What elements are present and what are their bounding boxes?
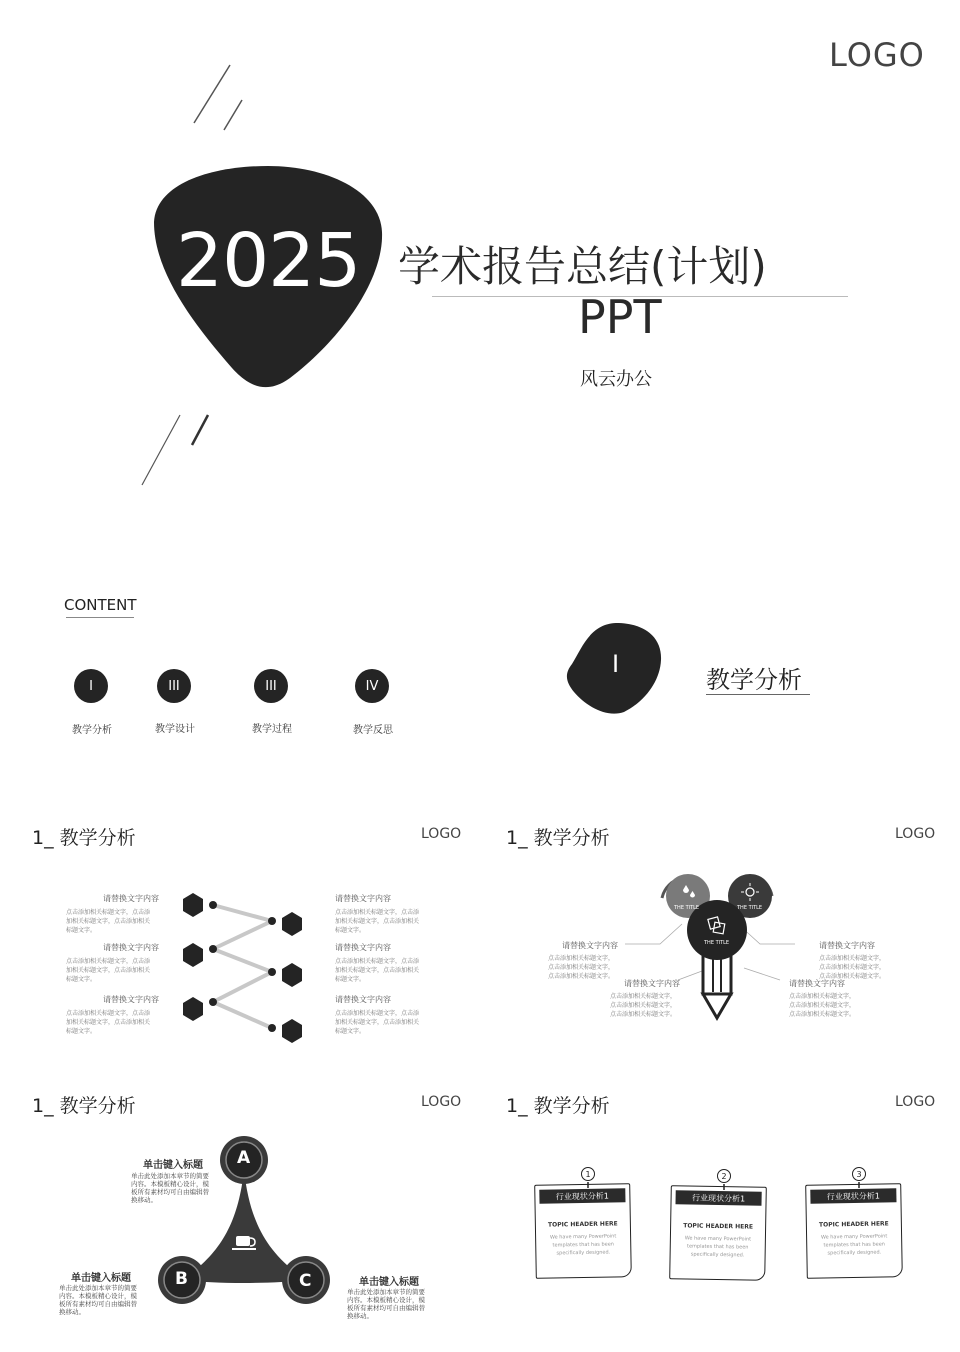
slide2-body-3: 点击添加相关标题文字，点击添加相关标题文字，点击添加相关标题文字。 [819, 955, 886, 980]
slide3-title: 1_ 教学分析 [32, 1095, 136, 1117]
slide2-logo: LOGO [895, 826, 936, 842]
section-num: I [612, 650, 620, 678]
slide1-right-body-3: 点击添加相关标题文字，点击添加相关标题文字，点击添加相关标题文字。 [335, 1010, 420, 1035]
note-header-3: TOPIC HEADER HERE [818, 1220, 889, 1229]
slide2-title: 1_ 教学分析 [506, 827, 610, 849]
slide3-heading-a: 单击键入标题 [143, 1160, 203, 1171]
contents-label-4: 教学反思 [353, 725, 393, 736]
note-badge-3: 3 [852, 1167, 866, 1181]
note-header-2: TOPIC HEADER HERE [683, 1222, 754, 1231]
section-underline [706, 694, 810, 695]
contents-num-3: III [254, 669, 288, 703]
slide1-left-body-1: 点击添加相关标题文字，点击添加相关标题文字，点击添加相关标题文字。 [66, 909, 151, 934]
slide2-heading-3: 请替换文字内容 [819, 941, 875, 950]
slide2-circle-label-right: THE TITLE [737, 905, 763, 911]
cover-author: 风云办公 [580, 369, 652, 390]
slide1-right-heading-3: 请替换文字内容 [335, 995, 391, 1004]
slide4-logo: LOGO [895, 1094, 936, 1110]
slide1-hex-diagram [175, 885, 315, 1050]
slide2-body-1: 点击添加相关标题文字，点击添加相关标题文字，点击添加相关标题文字。 [548, 955, 615, 980]
slide1-left-body-2: 点击添加相关标题文字，点击添加相关标题文字，点击添加相关标题文字。 [66, 958, 151, 983]
slide1-right-body-1: 点击添加相关标题文字，点击添加相关标题文字，点击添加相关标题文字。 [335, 909, 420, 934]
slide1-left-heading-2: 请替换文字内容 [103, 943, 159, 952]
slide1-right-heading-2: 请替换文字内容 [335, 943, 391, 952]
note-card-3 [805, 1183, 903, 1279]
cover-logo: LOGO [829, 36, 925, 74]
slide3-letter-b: B [175, 1269, 188, 1289]
slide2-body-2: 点击添加相关标题文字，点击添加相关标题文字，点击添加相关标题文字。 [610, 993, 677, 1018]
slide3-heading-b: 单击键入标题 [71, 1273, 131, 1284]
note-header-1: TOPIC HEADER HERE [547, 1220, 618, 1229]
slide3-letter-a: A [237, 1148, 251, 1168]
contents-underline [66, 617, 134, 618]
slide1-left-heading-1: 请替换文字内容 [103, 894, 159, 903]
contents-label-2: 教学设计 [155, 724, 195, 735]
slide1-right-body-2: 点击添加相关标题文字，点击添加相关标题文字，点击添加相关标题文字。 [335, 958, 420, 983]
slide2-body-4: 点击添加相关标题文字，点击添加相关标题文字，点击添加相关标题文字。 [789, 993, 856, 1018]
slide2-heading-4: 请替换文字内容 [789, 979, 845, 988]
note-bar-1: 行业现状分析1 [539, 1188, 625, 1203]
contents-num-1: I [74, 669, 108, 703]
slide1-right-heading-1: 请替换文字内容 [335, 894, 391, 903]
slide3-logo: LOGO [421, 1094, 462, 1110]
slide2-heading-2: 请替换文字内容 [624, 979, 680, 988]
slide3-heading-c: 单击键入标题 [359, 1277, 419, 1288]
note-card-2 [669, 1185, 767, 1281]
note-card-1 [534, 1183, 632, 1279]
note-desc-1: We have many PowerPoint templates that has been specifically designed. [549, 1233, 617, 1257]
slide4-title: 1_ 教学分析 [506, 1095, 610, 1117]
slide3-body-a: 单击此处添加本章节的简要内容。本模板精心设计，模板所有素材均可自由编辑替换移动。 [131, 1172, 209, 1204]
slide3-letter-c: C [299, 1271, 312, 1291]
note-badge-1: 1 [581, 1167, 595, 1181]
contents-label-1: 教学分析 [72, 725, 112, 736]
note-bar-3: 行业现状分析1 [810, 1188, 896, 1203]
slide1-title: 1_ 教学分析 [32, 827, 136, 849]
slide3-body-c: 单击此处添加本章节的简要内容。本模板精心设计，模板所有素材均可自由编辑替换移动。 [347, 1288, 425, 1320]
slide3-body-b: 单击此处添加本章节的简要内容。本模板精心设计，模板所有素材均可自由编辑替换移动。 [59, 1284, 137, 1316]
slide1-logo: LOGO [421, 826, 462, 842]
section-title: 教学分析 [706, 666, 802, 694]
note-bar-2: 行业现状分析1 [675, 1190, 761, 1205]
contents-num-4: IV [355, 669, 389, 703]
contents-num-2: III [157, 669, 191, 703]
slide2-circle-label-left: THE TITLE [674, 905, 700, 911]
contents-label-3: 教学过程 [252, 724, 292, 735]
slide2-circle-label-center: THE TITLE [704, 940, 730, 946]
slide1-left-heading-3: 请替换文字内容 [103, 995, 159, 1004]
note-badge-2: 2 [717, 1169, 731, 1183]
slide1-left-body-3: 点击添加相关标题文字，点击添加相关标题文字，点击添加相关标题文字。 [66, 1010, 151, 1035]
contents-heading: CONTENT [64, 596, 137, 614]
note-desc-3: We have many PowerPoint templates that has been specifically designed. [820, 1233, 888, 1257]
slide2-heading-1: 请替换文字内容 [562, 941, 618, 950]
cover-ppt: PPT [578, 290, 662, 344]
note-desc-2: We have many PowerPoint templates that has been specifically designed. [684, 1235, 752, 1259]
cover-title: 学术报告总结(计划) [398, 242, 767, 291]
cover-year: 2025 [176, 218, 361, 304]
